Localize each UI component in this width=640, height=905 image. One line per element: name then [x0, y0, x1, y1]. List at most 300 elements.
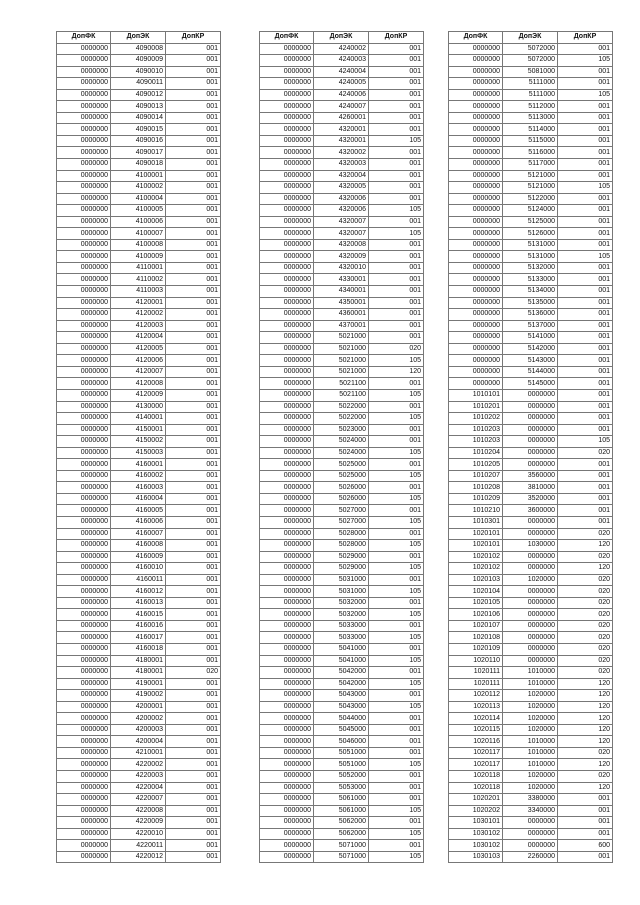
- cell-dopfk: 0000000: [260, 366, 314, 378]
- cell-dopfk: 0000000: [449, 274, 503, 286]
- cell-dopek: 4090016: [111, 135, 166, 147]
- table-row: [260, 493, 424, 505]
- cell-dopkr: 120: [558, 759, 613, 771]
- cell-dopkr: 001: [166, 135, 221, 147]
- table-row: [57, 828, 221, 840]
- table-row: [449, 366, 613, 378]
- cell-dopek: 4160009: [111, 551, 166, 563]
- cell-dopfk: 0000000: [57, 286, 111, 298]
- table-row: [449, 101, 613, 113]
- cell-dopek: 4120008: [111, 378, 166, 390]
- cell-dopfk: 0000000: [57, 851, 111, 863]
- table-row: [260, 389, 424, 401]
- table-row: [260, 332, 424, 344]
- table-row: [260, 817, 424, 829]
- cell-dopfk: 1010204: [449, 447, 503, 459]
- header-dopfk: ДопФК: [260, 32, 314, 44]
- cell-dopkr: 105: [369, 678, 424, 690]
- cell-dopek: 5112000: [503, 101, 558, 113]
- cell-dopkr: 001: [558, 424, 613, 436]
- cell-dopkr: 001: [369, 817, 424, 829]
- cell-dopfk: 0000000: [260, 262, 314, 274]
- cell-dopfk: 0000000: [260, 851, 314, 863]
- cell-dopkr: 001: [166, 759, 221, 771]
- cell-dopkr: 001: [166, 366, 221, 378]
- cell-dopkr: 001: [558, 794, 613, 806]
- table-row: [57, 655, 221, 667]
- cell-dopfk: 0000000: [449, 343, 503, 355]
- cell-dopfk: 0000000: [260, 828, 314, 840]
- cell-dopek: 1010000: [503, 759, 558, 771]
- cell-dopek: 4150003: [111, 447, 166, 459]
- table-row: [260, 378, 424, 390]
- cell-dopfk: 0000000: [57, 493, 111, 505]
- cell-dopek: 5022000: [314, 413, 369, 425]
- cell-dopek: 5081000: [503, 66, 558, 78]
- table-row: [57, 505, 221, 517]
- cell-dopek: 4180001: [111, 667, 166, 679]
- cell-dopkr: 001: [166, 228, 221, 240]
- cell-dopek: 4320009: [314, 251, 369, 263]
- table-row: [260, 851, 424, 863]
- cell-dopkr: 120: [558, 540, 613, 552]
- cell-dopfk: 1010203: [449, 424, 503, 436]
- header-dopek: ДопЭК: [314, 32, 369, 44]
- cell-dopkr: 001: [558, 817, 613, 829]
- cell-dopek: 4160002: [111, 470, 166, 482]
- cell-dopkr: 001: [166, 101, 221, 113]
- cell-dopfk: 1020115: [449, 724, 503, 736]
- table-row: [260, 413, 424, 425]
- cell-dopek: 0000000: [503, 459, 558, 471]
- cell-dopfk: 0000000: [260, 401, 314, 413]
- table-row: [260, 713, 424, 725]
- cell-dopfk: 0000000: [260, 320, 314, 332]
- cell-dopfk: 0000000: [260, 216, 314, 228]
- cell-dopfk: 0000000: [57, 193, 111, 205]
- header-dopek: ДопЭК: [503, 32, 558, 44]
- cell-dopkr: 105: [369, 355, 424, 367]
- cell-dopkr: 120: [558, 563, 613, 575]
- cell-dopek: 5031000: [314, 574, 369, 586]
- cell-dopkr: 001: [369, 840, 424, 852]
- cell-dopkr: 001: [166, 805, 221, 817]
- data-table-1: [56, 31, 221, 863]
- cell-dopfk: 0000000: [260, 701, 314, 713]
- table-row: [57, 667, 221, 679]
- cell-dopfk: 0000000: [57, 597, 111, 609]
- cell-dopfk: 1020111: [449, 678, 503, 690]
- cell-dopkr: 001: [166, 43, 221, 55]
- cell-dopek: 4320001: [314, 124, 369, 136]
- cell-dopfk: 0000000: [57, 655, 111, 667]
- cell-dopfk: 0000000: [260, 840, 314, 852]
- cell-dopfk: 0000000: [57, 828, 111, 840]
- cell-dopek: 5027000: [314, 516, 369, 528]
- cell-dopek: 4160001: [111, 459, 166, 471]
- cell-dopkr: 001: [369, 736, 424, 748]
- cell-dopek: 4200004: [111, 736, 166, 748]
- cell-dopek: 5132000: [503, 262, 558, 274]
- cell-dopkr: 105: [369, 413, 424, 425]
- table-row: [260, 343, 424, 355]
- table-row: [260, 794, 424, 806]
- table-row: [449, 436, 613, 448]
- cell-dopek: 0000000: [503, 586, 558, 598]
- table-row: [57, 632, 221, 644]
- cell-dopkr: 020: [558, 643, 613, 655]
- table-row: [449, 447, 613, 459]
- table-row: [57, 147, 221, 159]
- cell-dopkr: 105: [369, 447, 424, 459]
- cell-dopfk: 1020202: [449, 805, 503, 817]
- header-dopkr: ДопКР: [369, 32, 424, 44]
- cell-dopkr: 001: [369, 66, 424, 78]
- cell-dopkr: 001: [166, 124, 221, 136]
- cell-dopfk: 1010203: [449, 436, 503, 448]
- cell-dopfk: 1020102: [449, 563, 503, 575]
- cell-dopek: 4220010: [111, 828, 166, 840]
- cell-dopkr: 001: [558, 516, 613, 528]
- cell-dopek: 5046000: [314, 736, 369, 748]
- table-row: [449, 78, 613, 90]
- cell-dopkr: 001: [558, 78, 613, 90]
- table-row: [260, 78, 424, 90]
- cell-dopkr: 001: [558, 147, 613, 159]
- cell-dopfk: 0000000: [260, 436, 314, 448]
- cell-dopek: 4240007: [314, 101, 369, 113]
- cell-dopkr: 001: [166, 470, 221, 482]
- cell-dopfk: 0000000: [260, 782, 314, 794]
- table-row: [260, 574, 424, 586]
- cell-dopek: 4180001: [111, 655, 166, 667]
- table-row: [57, 389, 221, 401]
- cell-dopfk: 0000000: [260, 182, 314, 194]
- cell-dopek: 5029000: [314, 551, 369, 563]
- cell-dopkr: 001: [369, 620, 424, 632]
- cell-dopkr: 120: [558, 713, 613, 725]
- cell-dopfk: 1020111: [449, 667, 503, 679]
- table-row: [260, 205, 424, 217]
- cell-dopkr: 001: [166, 447, 221, 459]
- table-row: [57, 493, 221, 505]
- cell-dopfk: 1020112: [449, 690, 503, 702]
- cell-dopkr: 001: [369, 159, 424, 171]
- cell-dopkr: 105: [369, 701, 424, 713]
- table-row: [449, 701, 613, 713]
- cell-dopkr: 120: [558, 782, 613, 794]
- cell-dopek: 5111000: [503, 89, 558, 101]
- table-row: [449, 274, 613, 286]
- cell-dopfk: 0000000: [57, 309, 111, 321]
- table-row: [449, 216, 613, 228]
- cell-dopek: 4100004: [111, 193, 166, 205]
- cell-dopfk: 0000000: [57, 124, 111, 136]
- table-row: [260, 66, 424, 78]
- cell-dopfk: 0000000: [260, 424, 314, 436]
- cell-dopek: 5121000: [503, 170, 558, 182]
- table-row: [449, 205, 613, 217]
- table-row: [449, 632, 613, 644]
- cell-dopfk: 0000000: [260, 551, 314, 563]
- table-row: [260, 216, 424, 228]
- cell-dopfk: 0000000: [260, 609, 314, 621]
- cell-dopek: 0000000: [503, 620, 558, 632]
- cell-dopek: 5028000: [314, 528, 369, 540]
- cell-dopek: 5144000: [503, 366, 558, 378]
- cell-dopek: 3340000: [503, 805, 558, 817]
- table-row: [260, 124, 424, 136]
- cell-dopek: 0000000: [503, 609, 558, 621]
- cell-dopfk: 1010209: [449, 493, 503, 505]
- cell-dopkr: 001: [166, 597, 221, 609]
- cell-dopkr: 105: [558, 89, 613, 101]
- cell-dopfk: 0000000: [260, 147, 314, 159]
- table-row: [57, 551, 221, 563]
- cell-dopek: 4320007: [314, 228, 369, 240]
- cell-dopfk: 0000000: [57, 586, 111, 598]
- cell-dopkr: 001: [369, 794, 424, 806]
- cell-dopek: 4090018: [111, 159, 166, 171]
- table-row: [449, 159, 613, 171]
- cell-dopfk: 0000000: [260, 794, 314, 806]
- table-row: [260, 540, 424, 552]
- cell-dopkr: 001: [166, 355, 221, 367]
- cell-dopkr: 020: [558, 667, 613, 679]
- cell-dopfk: 0000000: [57, 159, 111, 171]
- cell-dopkr: 001: [166, 701, 221, 713]
- cell-dopek: 4110001: [111, 262, 166, 274]
- table-row: [260, 286, 424, 298]
- table-row: [449, 401, 613, 413]
- cell-dopek: 4330001: [314, 274, 369, 286]
- cell-dopek: 4100008: [111, 239, 166, 251]
- cell-dopek: 0000000: [503, 413, 558, 425]
- cell-dopkr: 001: [369, 436, 424, 448]
- cell-dopkr: 001: [558, 459, 613, 471]
- cell-dopkr: 001: [369, 286, 424, 298]
- cell-dopfk: 1030101: [449, 817, 503, 829]
- cell-dopek: 5143000: [503, 355, 558, 367]
- table-row: [57, 135, 221, 147]
- cell-dopkr: 001: [166, 262, 221, 274]
- cell-dopfk: 0000000: [449, 297, 503, 309]
- cell-dopkr: 001: [369, 124, 424, 136]
- cell-dopfk: 1020109: [449, 643, 503, 655]
- cell-dopkr: 120: [558, 724, 613, 736]
- cell-dopfk: 0000000: [57, 459, 111, 471]
- cell-dopkr: 001: [369, 251, 424, 263]
- cell-dopfk: 0000000: [260, 343, 314, 355]
- table-row: [57, 366, 221, 378]
- cell-dopfk: 0000000: [260, 193, 314, 205]
- cell-dopek: 5113000: [503, 112, 558, 124]
- cell-dopek: 5042000: [314, 667, 369, 679]
- table-row: [57, 216, 221, 228]
- cell-dopek: 4220012: [111, 851, 166, 863]
- table-row: [260, 632, 424, 644]
- cell-dopfk: 0000000: [449, 262, 503, 274]
- cell-dopek: 5072000: [503, 55, 558, 67]
- cell-dopfk: 0000000: [57, 551, 111, 563]
- cell-dopek: 1020000: [503, 713, 558, 725]
- table-row: [57, 332, 221, 344]
- cell-dopfk: 0000000: [449, 78, 503, 90]
- cell-dopek: 5126000: [503, 228, 558, 240]
- cell-dopfk: 0000000: [260, 239, 314, 251]
- cell-dopkr: 001: [166, 78, 221, 90]
- table-row: [260, 736, 424, 748]
- table-row: [260, 563, 424, 575]
- cell-dopkr: 020: [166, 667, 221, 679]
- cell-dopfk: 0000000: [57, 78, 111, 90]
- cell-dopkr: 020: [558, 574, 613, 586]
- table-row: [57, 574, 221, 586]
- table-row: [57, 690, 221, 702]
- table-row: [57, 424, 221, 436]
- cell-dopek: 4120005: [111, 343, 166, 355]
- cell-dopek: 1010000: [503, 667, 558, 679]
- cell-dopfk: 1020102: [449, 551, 503, 563]
- cell-dopkr: 001: [558, 366, 613, 378]
- cell-dopfk: 0000000: [260, 413, 314, 425]
- table-row: [57, 782, 221, 794]
- cell-dopfk: 1010101: [449, 389, 503, 401]
- cell-dopfk: 0000000: [449, 309, 503, 321]
- table-row: [57, 124, 221, 136]
- cell-dopek: 5141000: [503, 332, 558, 344]
- cell-dopfk: 1020106: [449, 609, 503, 621]
- cell-dopfk: 0000000: [57, 332, 111, 344]
- cell-dopfk: 0000000: [260, 482, 314, 494]
- cell-dopkr: 001: [558, 401, 613, 413]
- table-row: [57, 297, 221, 309]
- cell-dopkr: 001: [166, 713, 221, 725]
- cell-dopek: 1020000: [503, 771, 558, 783]
- table-row: [57, 713, 221, 725]
- cell-dopkr: 001: [558, 828, 613, 840]
- cell-dopkr: 001: [166, 343, 221, 355]
- cell-dopek: 5042000: [314, 678, 369, 690]
- cell-dopfk: 0000000: [57, 713, 111, 725]
- cell-dopkr: 120: [558, 690, 613, 702]
- cell-dopfk: 0000000: [260, 89, 314, 101]
- table-row: [449, 170, 613, 182]
- cell-dopek: 4160006: [111, 516, 166, 528]
- table-row: [260, 170, 424, 182]
- cell-dopfk: 0000000: [260, 678, 314, 690]
- cell-dopek: 0000000: [503, 597, 558, 609]
- cell-dopfk: 0000000: [57, 574, 111, 586]
- cell-dopkr: 001: [166, 505, 221, 517]
- cell-dopek: 5131000: [503, 251, 558, 263]
- cell-dopek: 1020000: [503, 701, 558, 713]
- table-row: [260, 747, 424, 759]
- cell-dopfk: 0000000: [260, 516, 314, 528]
- table-row: [449, 297, 613, 309]
- cell-dopek: 5124000: [503, 205, 558, 217]
- cell-dopek: 5043000: [314, 690, 369, 702]
- cell-dopkr: 001: [558, 470, 613, 482]
- cell-dopfk: 0000000: [449, 251, 503, 263]
- cell-dopfk: 0000000: [260, 66, 314, 78]
- cell-dopkr: 001: [166, 655, 221, 667]
- table-row: [260, 782, 424, 794]
- cell-dopfk: 0000000: [260, 205, 314, 217]
- table-row: [449, 147, 613, 159]
- cell-dopfk: 0000000: [260, 805, 314, 817]
- cell-dopkr: 020: [558, 655, 613, 667]
- cell-dopkr: 001: [369, 574, 424, 586]
- table-header-row: [57, 32, 221, 44]
- cell-dopek: 4370001: [314, 320, 369, 332]
- cell-dopkr: 001: [369, 771, 424, 783]
- cell-dopfk: 0000000: [260, 540, 314, 552]
- cell-dopfk: 0000000: [57, 505, 111, 517]
- cell-dopkr: 001: [166, 736, 221, 748]
- cell-dopfk: 0000000: [57, 678, 111, 690]
- cell-dopek: 0000000: [503, 516, 558, 528]
- cell-dopkr: 105: [369, 205, 424, 217]
- cell-dopkr: 001: [166, 609, 221, 621]
- cell-dopek: 4160013: [111, 597, 166, 609]
- cell-dopkr: 001: [166, 332, 221, 344]
- cell-dopkr: 001: [166, 309, 221, 321]
- cell-dopkr: 001: [166, 320, 221, 332]
- cell-dopek: 5021100: [314, 378, 369, 390]
- table-row: [449, 794, 613, 806]
- cell-dopkr: 001: [558, 43, 613, 55]
- cell-dopek: 5051000: [314, 747, 369, 759]
- cell-dopek: 0000000: [503, 401, 558, 413]
- table-row: [260, 805, 424, 817]
- cell-dopek: 4160018: [111, 643, 166, 655]
- table-row: [449, 609, 613, 621]
- cell-dopek: 4320010: [314, 262, 369, 274]
- cell-dopek: 4320001: [314, 135, 369, 147]
- cell-dopfk: 0000000: [260, 493, 314, 505]
- cell-dopek: 4320006: [314, 193, 369, 205]
- cell-dopkr: 001: [166, 436, 221, 448]
- table-row: [57, 262, 221, 274]
- table-row: [260, 297, 424, 309]
- cell-dopkr: 001: [166, 540, 221, 552]
- table-row: [449, 840, 613, 852]
- table-row: [449, 563, 613, 575]
- cell-dopfk: 0000000: [449, 147, 503, 159]
- cell-dopfk: 0000000: [57, 251, 111, 263]
- cell-dopek: 1010000: [503, 747, 558, 759]
- cell-dopkr: 105: [369, 493, 424, 505]
- cell-dopfk: 0000000: [449, 239, 503, 251]
- cell-dopfk: 0000000: [57, 297, 111, 309]
- cell-dopek: 4160017: [111, 632, 166, 644]
- table-row: [57, 851, 221, 863]
- cell-dopek: 5061000: [314, 794, 369, 806]
- cell-dopfk: 0000000: [57, 66, 111, 78]
- table-row: [260, 101, 424, 113]
- cell-dopfk: 1030102: [449, 840, 503, 852]
- cell-dopfk: 0000000: [449, 193, 503, 205]
- table-row: [57, 747, 221, 759]
- cell-dopfk: 0000000: [449, 112, 503, 124]
- cell-dopfk: 1020110: [449, 655, 503, 667]
- cell-dopkr: 001: [166, 297, 221, 309]
- cell-dopek: 5041000: [314, 655, 369, 667]
- cell-dopkr: 001: [369, 78, 424, 90]
- cell-dopkr: 001: [166, 782, 221, 794]
- table-row: [57, 401, 221, 413]
